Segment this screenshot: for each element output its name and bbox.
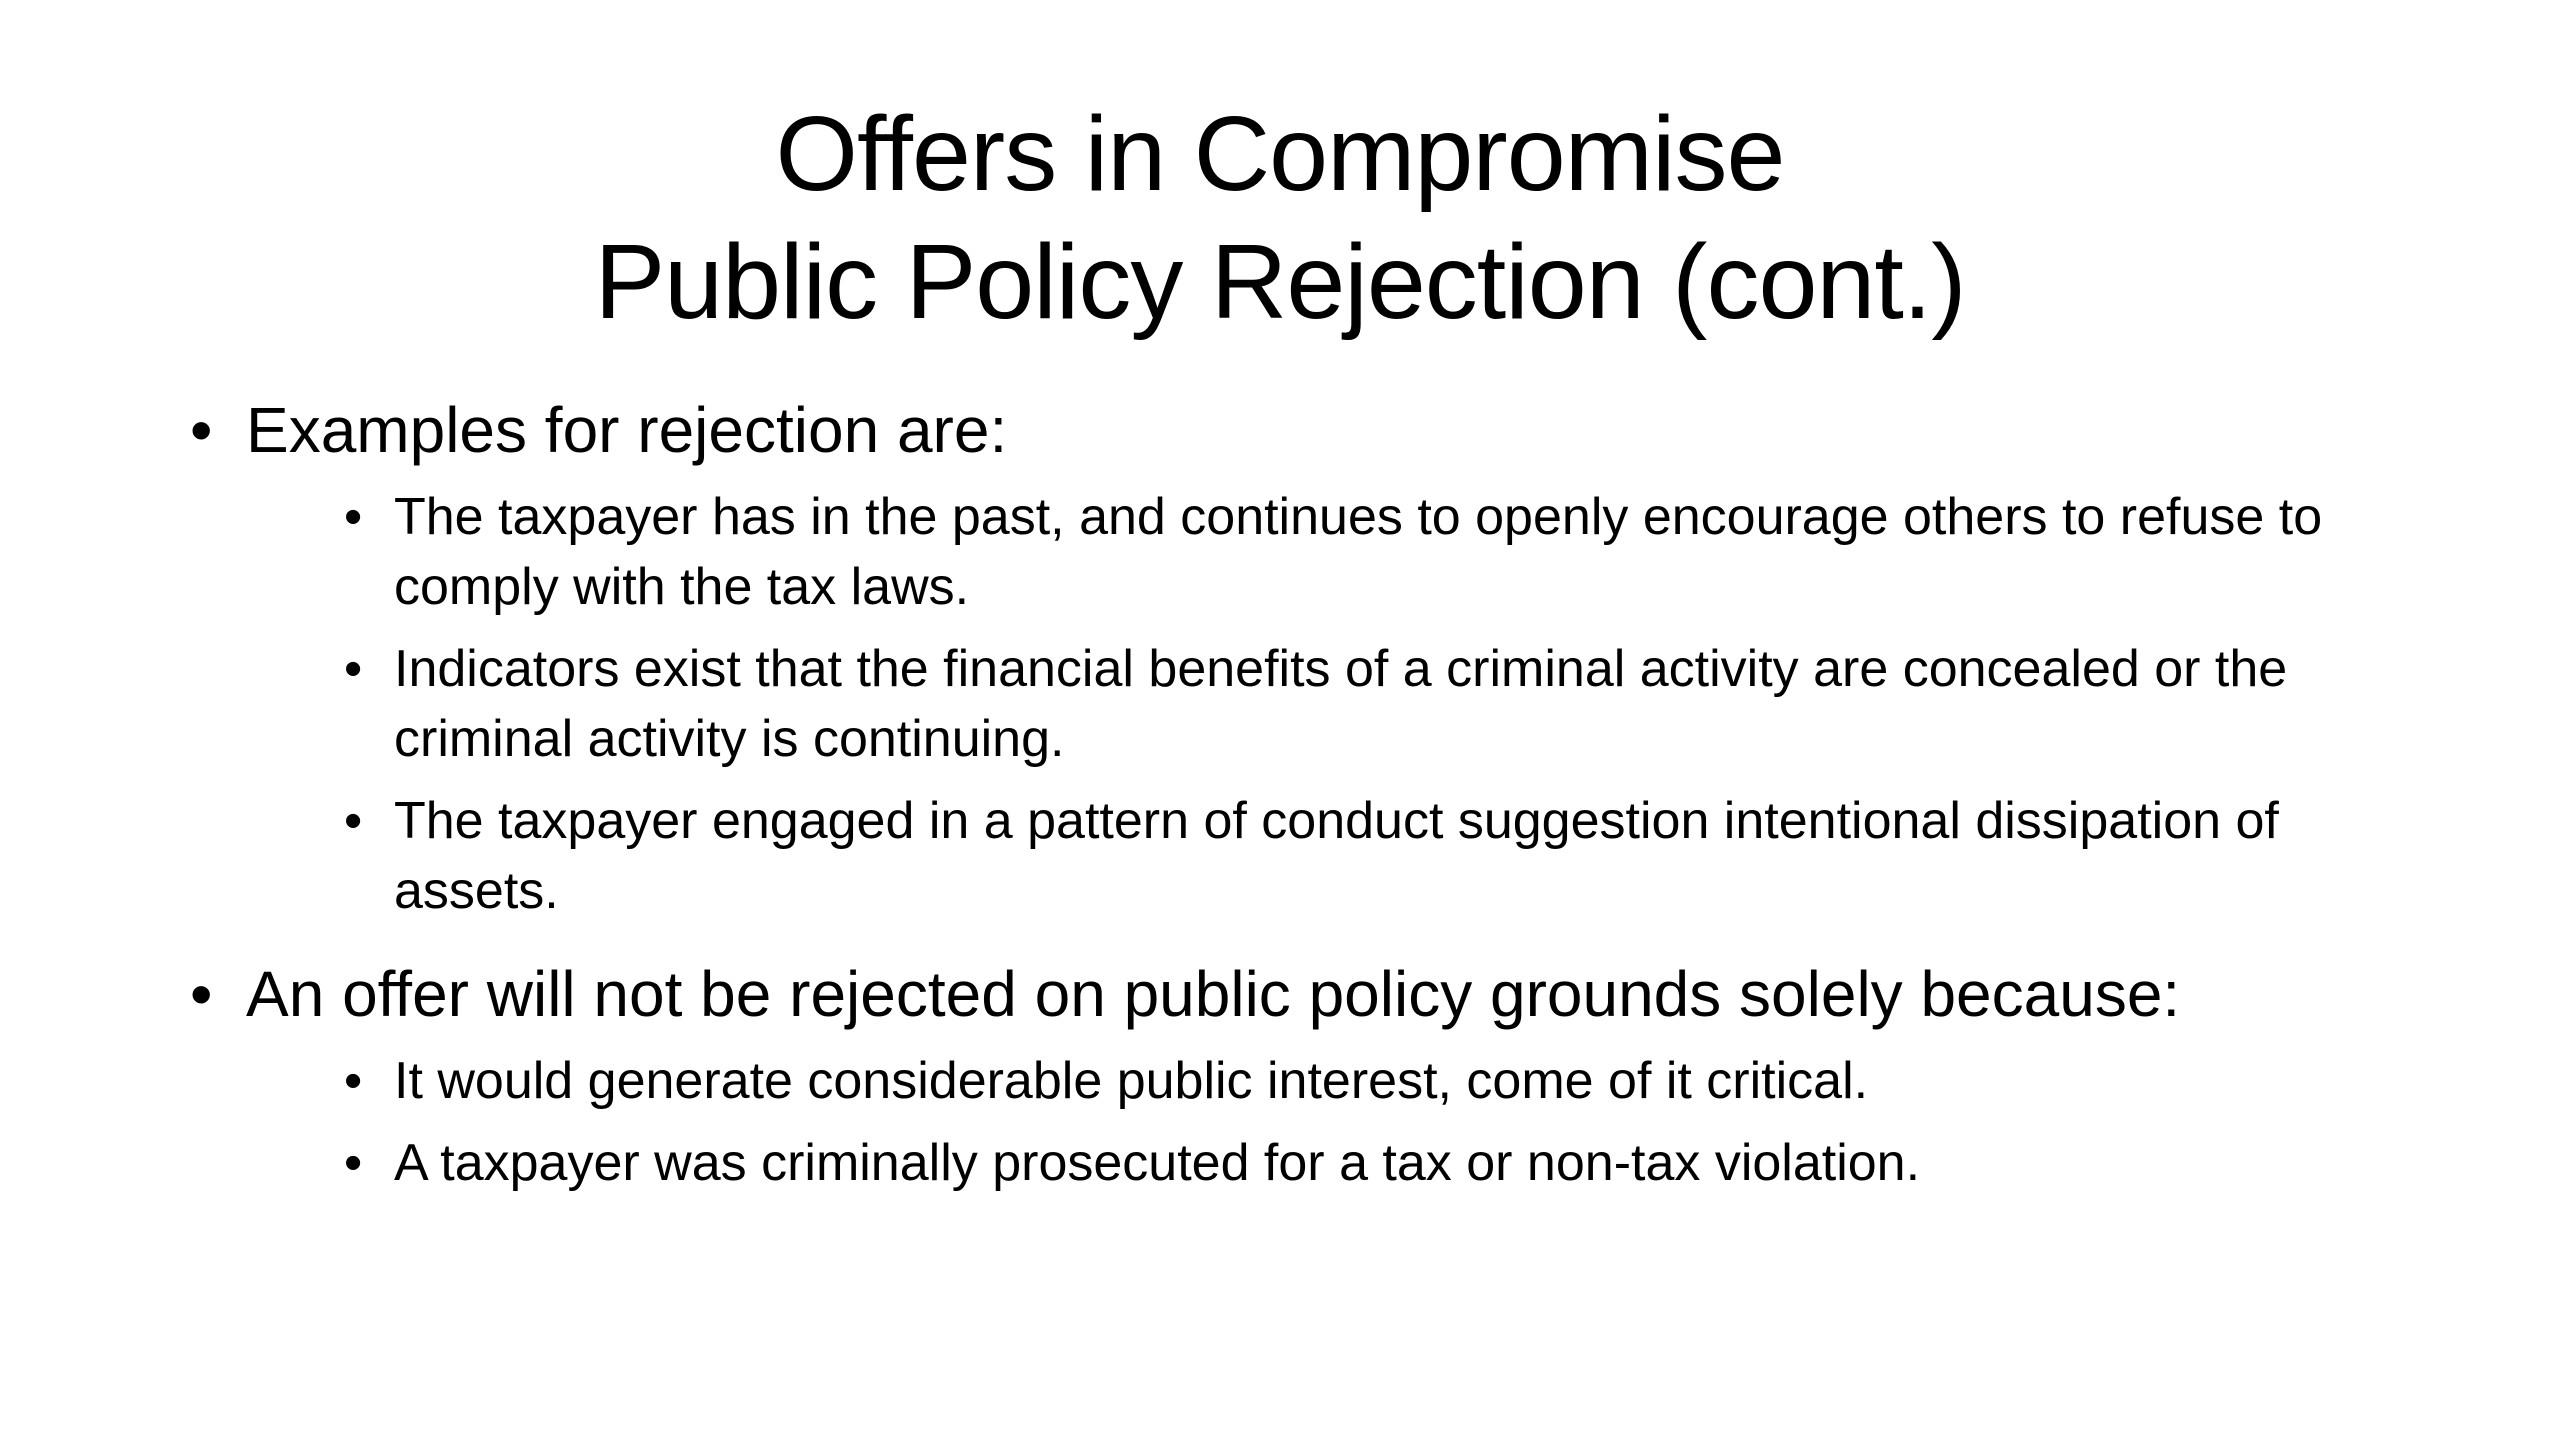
sub-bullet-text: The taxpayer engaged in a pattern of conduct suggestion intentional dissipation of assets. xyxy=(394,792,2279,920)
bullet-icon: • xyxy=(190,958,213,1030)
title-line-2: Public Policy Rejection (cont.) xyxy=(594,223,1966,341)
title-line-1: Offers in Compromise xyxy=(775,95,1785,213)
sub-bullet-item xyxy=(344,1046,2430,1116)
sublist-not-rejected xyxy=(344,1046,2430,1198)
bullet-icon: • xyxy=(344,1052,363,1110)
sublist-examples xyxy=(344,482,2430,926)
bullet-heading-text: Examples for rejection are: xyxy=(246,394,1008,466)
sub-bullet-item xyxy=(344,634,2430,774)
sub-bullet-text: It would generate considerable public interest, come of it critical. xyxy=(394,1052,1869,1110)
bullet-icon: • xyxy=(344,640,363,698)
sub-bullet-item xyxy=(344,786,2430,926)
bullet-icon: • xyxy=(344,488,363,546)
bullet-heading-text: An offer will not be rejected on public policy grounds solely because: xyxy=(246,958,2181,1030)
bullet-icon: • xyxy=(190,394,213,466)
bullet-heading-not-rejected xyxy=(190,954,2430,1034)
sub-bullet-text: The taxpayer has in the past, and continues to openly encourage others to refuse to comply with the tax laws. xyxy=(394,488,2323,616)
slide-body xyxy=(190,390,2430,1198)
bullet-heading-examples xyxy=(190,390,2430,470)
bullet-icon: • xyxy=(344,792,363,850)
sub-bullet-item xyxy=(344,482,2430,622)
sub-bullet-text: A taxpayer was criminally prosecuted for a tax or non-tax violation. xyxy=(394,1134,1921,1192)
bullet-icon: • xyxy=(344,1134,363,1192)
sub-bullet-text: Indicators exist that the financial benefits of a criminal activity are concealed or the criminal activity is continuing. xyxy=(394,640,2288,768)
sub-bullet-item xyxy=(344,1128,2430,1198)
slide-title xyxy=(0,90,2560,346)
